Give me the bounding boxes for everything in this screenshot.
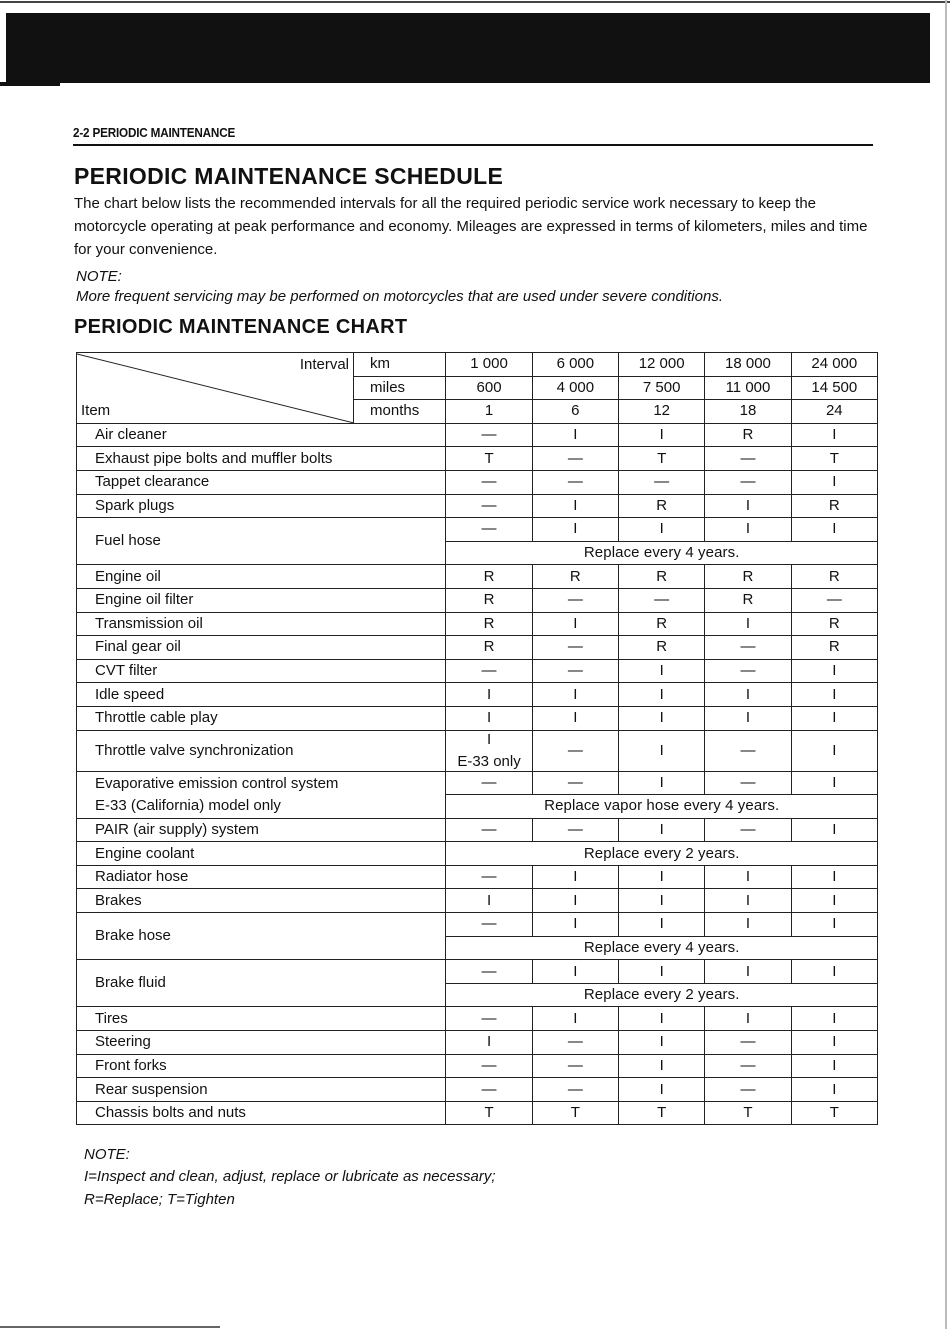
interval-mark: — bbox=[532, 636, 618, 660]
item-name: Tires bbox=[77, 1007, 446, 1031]
table-row bbox=[77, 889, 878, 913]
item-name: Throttle valve synchronization bbox=[77, 730, 446, 771]
interval-mark: I bbox=[619, 518, 705, 542]
interval-mark: R bbox=[705, 423, 791, 447]
item-name: Final gear oil bbox=[77, 636, 446, 660]
interval-mark: R bbox=[705, 588, 791, 612]
item-label: Item bbox=[81, 402, 111, 419]
table-row bbox=[77, 565, 878, 589]
interval-mark: I bbox=[532, 865, 618, 889]
item-name: PAIR (air supply) system bbox=[77, 818, 446, 842]
interval-mark: — bbox=[446, 1054, 532, 1078]
interval-mark: — bbox=[446, 470, 532, 494]
header-cell: 12 000 bbox=[619, 353, 705, 377]
interval-mark: I bbox=[791, 423, 877, 447]
interval-mark: I bbox=[619, 960, 705, 984]
interval-mark: — bbox=[705, 730, 791, 771]
table-row bbox=[77, 683, 878, 707]
interval-mark: — bbox=[791, 588, 877, 612]
interval-mark: — bbox=[532, 588, 618, 612]
interval-mark bbox=[446, 730, 532, 771]
replace-note: Replace every 2 years. bbox=[446, 983, 878, 1007]
interval-mark: T bbox=[446, 447, 532, 471]
interval-mark: I bbox=[619, 818, 705, 842]
interval-mark: — bbox=[705, 771, 791, 795]
chart-title: PERIODIC MAINTENANCE CHART bbox=[74, 316, 408, 338]
table-row bbox=[77, 494, 878, 518]
interval-mark: I bbox=[791, 518, 877, 542]
interval-mark: I bbox=[532, 913, 618, 937]
item-name: Rear suspension bbox=[77, 1078, 446, 1102]
interval-mark: R bbox=[791, 636, 877, 660]
item-name: Exhaust pipe bolts and muffler bolts bbox=[77, 447, 446, 471]
header-cell: 24 000 bbox=[791, 353, 877, 377]
replace-note: Replace every 4 years. bbox=[446, 541, 878, 565]
header-cell: 14 500 bbox=[791, 376, 877, 400]
running-head-rule bbox=[73, 144, 873, 146]
interval-mark: — bbox=[446, 1078, 532, 1102]
table-row bbox=[77, 818, 878, 842]
interval-mark: — bbox=[532, 1031, 618, 1055]
interval-mark: I bbox=[619, 423, 705, 447]
item-name: Steering bbox=[77, 1031, 446, 1055]
interval-mark: I bbox=[619, 771, 705, 795]
interval-mark: — bbox=[446, 423, 532, 447]
table-row bbox=[77, 588, 878, 612]
item-name: Tappet clearance bbox=[77, 470, 446, 494]
interval-mark: — bbox=[705, 636, 791, 660]
table-row bbox=[77, 730, 878, 771]
note-label: NOTE: bbox=[76, 268, 122, 285]
interval-mark: R bbox=[791, 565, 877, 589]
interval-mark: I bbox=[619, 730, 705, 771]
interval-mark: I bbox=[791, 730, 877, 771]
interval-mark: T bbox=[446, 1101, 532, 1125]
interval-mark: I bbox=[619, 706, 705, 730]
header-cell: 11 000 bbox=[705, 376, 791, 400]
interval-mark: I bbox=[619, 1078, 705, 1102]
header-cell: 12 bbox=[619, 400, 705, 424]
interval-mark: R bbox=[619, 636, 705, 660]
interval-mark: — bbox=[532, 470, 618, 494]
table-row bbox=[77, 960, 878, 984]
header-cell: 6 bbox=[532, 400, 618, 424]
interval-mark: I bbox=[705, 683, 791, 707]
interval-mark: I bbox=[791, 913, 877, 937]
interval-mark: I bbox=[791, 865, 877, 889]
interval-mark: I bbox=[532, 423, 618, 447]
interval-mark: — bbox=[446, 1007, 532, 1031]
table-row bbox=[77, 1007, 878, 1031]
table-row bbox=[77, 706, 878, 730]
table-row bbox=[77, 1031, 878, 1055]
interval-mark: I bbox=[619, 1031, 705, 1055]
interval-mark: I bbox=[532, 1007, 618, 1031]
interval-mark: I bbox=[705, 706, 791, 730]
interval-mark: — bbox=[446, 518, 532, 542]
interval-mark: T bbox=[619, 1101, 705, 1125]
interval-mark: I bbox=[705, 494, 791, 518]
interval-mark: — bbox=[705, 470, 791, 494]
interval-mark: I bbox=[705, 889, 791, 913]
header-bar bbox=[6, 13, 930, 83]
interval-mark: T bbox=[619, 447, 705, 471]
unit-miles: miles bbox=[354, 376, 446, 400]
interval-mark: — bbox=[446, 960, 532, 984]
interval-mark: I bbox=[705, 1007, 791, 1031]
interval-mark: — bbox=[446, 494, 532, 518]
interval-mark: I bbox=[532, 494, 618, 518]
interval-mark: — bbox=[446, 865, 532, 889]
interval-mark: I bbox=[791, 960, 877, 984]
interval-mark: — bbox=[705, 447, 791, 471]
intro-paragraph: The chart below lists the recommended intervals for all the required periodic service work necessary to keep the motorcycle operating at peak performance and economy. Mileages are expressed in terms of kilometers, miles and time for your convenience. bbox=[74, 195, 868, 258]
interval-mark: I bbox=[705, 960, 791, 984]
table-row bbox=[77, 1078, 878, 1102]
interval-mark-note: E-33 only bbox=[457, 752, 521, 770]
interval-mark: I bbox=[619, 913, 705, 937]
interval-mark: — bbox=[532, 818, 618, 842]
interval-mark: I bbox=[446, 683, 532, 707]
legend-note-line: R=Replace; T=Tighten bbox=[84, 1191, 235, 1208]
table-row bbox=[77, 865, 878, 889]
interval-mark: R bbox=[446, 565, 532, 589]
interval-mark: R bbox=[791, 494, 877, 518]
interval-mark: I bbox=[791, 1031, 877, 1055]
interval-mark: I bbox=[532, 612, 618, 636]
interval-mark-value: I bbox=[486, 730, 492, 748]
interval-mark: I bbox=[791, 1007, 877, 1031]
interval-mark: I bbox=[791, 683, 877, 707]
table-row bbox=[77, 659, 878, 683]
item-name bbox=[77, 771, 446, 818]
table-row bbox=[77, 913, 878, 937]
table-row bbox=[77, 447, 878, 471]
interval-mark: I bbox=[446, 706, 532, 730]
running-head: 2-2 PERIODIC MAINTENANCE bbox=[73, 125, 236, 140]
table-row bbox=[77, 1101, 878, 1125]
table-row bbox=[77, 612, 878, 636]
interval-mark: I bbox=[532, 706, 618, 730]
interval-mark: I bbox=[446, 889, 532, 913]
interval-mark: T bbox=[705, 1101, 791, 1125]
interval-mark: R bbox=[619, 565, 705, 589]
interval-mark: I bbox=[446, 1031, 532, 1055]
replace-note: Replace every 4 years. bbox=[446, 936, 878, 960]
interval-mark: T bbox=[791, 447, 877, 471]
header-cell: 7 500 bbox=[619, 376, 705, 400]
item-name: Idle speed bbox=[77, 683, 446, 707]
interval-mark: I bbox=[705, 865, 791, 889]
table-row bbox=[77, 842, 878, 866]
note-text: More frequent servicing may be performed on motorcycles that are used under severe conditions. bbox=[76, 288, 723, 305]
item-name: Transmission oil bbox=[77, 612, 446, 636]
scan-edge bbox=[945, 0, 947, 1329]
table-row bbox=[77, 636, 878, 660]
item-name: Front forks bbox=[77, 1054, 446, 1078]
interval-mark: R bbox=[446, 636, 532, 660]
interval-mark: T bbox=[791, 1101, 877, 1125]
interval-mark: R bbox=[446, 588, 532, 612]
interval-mark: R bbox=[791, 612, 877, 636]
interval-mark: — bbox=[619, 588, 705, 612]
item-name: Engine coolant bbox=[77, 842, 446, 866]
interval-mark: I bbox=[619, 1007, 705, 1031]
header-cell: 6 000 bbox=[532, 353, 618, 377]
maintenance-chart-body bbox=[77, 353, 878, 1125]
interval-mark: — bbox=[532, 730, 618, 771]
interval-mark: I bbox=[791, 659, 877, 683]
table-row bbox=[77, 1054, 878, 1078]
replace-note: Replace every 2 years. bbox=[446, 842, 878, 866]
interval-mark: I bbox=[791, 889, 877, 913]
interval-mark: I bbox=[532, 518, 618, 542]
legend-note-label: NOTE: bbox=[84, 1146, 130, 1163]
interval-mark: R bbox=[532, 565, 618, 589]
interval-mark: — bbox=[446, 818, 532, 842]
interval-mark: I bbox=[532, 889, 618, 913]
item-name: Brakes bbox=[77, 889, 446, 913]
interval-mark: — bbox=[705, 818, 791, 842]
item-name: Chassis bolts and nuts bbox=[77, 1101, 446, 1125]
table-row bbox=[77, 470, 878, 494]
interval-mark: I bbox=[705, 913, 791, 937]
header-cell: 18 000 bbox=[705, 353, 791, 377]
legend-note-line: I=Inspect and clean, adjust, replace or lubricate as necessary; bbox=[84, 1168, 496, 1185]
page-title: PERIODIC MAINTENANCE SCHEDULE bbox=[74, 163, 504, 189]
interval-mark: — bbox=[532, 447, 618, 471]
interval-mark: I bbox=[791, 470, 877, 494]
interval-mark: T bbox=[532, 1101, 618, 1125]
item-name: Fuel hose bbox=[77, 518, 446, 565]
table-row bbox=[77, 518, 878, 542]
item-name: Radiator hose bbox=[77, 865, 446, 889]
interval-mark: R bbox=[446, 612, 532, 636]
interval-mark: I bbox=[791, 706, 877, 730]
interval-mark: — bbox=[532, 771, 618, 795]
interval-mark: I bbox=[791, 1078, 877, 1102]
interval-mark: I bbox=[619, 659, 705, 683]
bottom-rule bbox=[0, 1326, 220, 1328]
item-name: Air cleaner bbox=[77, 423, 446, 447]
interval-mark: — bbox=[446, 913, 532, 937]
header-cell: 24 bbox=[791, 400, 877, 424]
interval-mark: — bbox=[705, 1078, 791, 1102]
header-cell: 600 bbox=[446, 376, 532, 400]
item-name: Brake fluid bbox=[77, 960, 446, 1007]
unit-km: km bbox=[354, 353, 446, 377]
interval-mark: I bbox=[619, 1054, 705, 1078]
interval-mark: — bbox=[532, 1078, 618, 1102]
item-name: Engine oil bbox=[77, 565, 446, 589]
interval-mark: — bbox=[532, 1054, 618, 1078]
header-cell: 4 000 bbox=[532, 376, 618, 400]
table-row bbox=[77, 423, 878, 447]
interval-mark: I bbox=[791, 771, 877, 795]
header-cell: 1 000 bbox=[446, 353, 532, 377]
interval-mark: R bbox=[619, 612, 705, 636]
interval-mark: — bbox=[705, 659, 791, 683]
interval-mark: I bbox=[619, 865, 705, 889]
interval-mark: — bbox=[705, 1054, 791, 1078]
interval-item-header bbox=[77, 353, 354, 424]
interval-mark: I bbox=[791, 1054, 877, 1078]
top-rule bbox=[0, 1, 950, 3]
item-name: Spark plugs bbox=[77, 494, 446, 518]
interval-mark: I bbox=[619, 889, 705, 913]
interval-mark: I bbox=[705, 518, 791, 542]
item-name: Brake hose bbox=[77, 913, 446, 960]
item-name-line: E-33 (California) model only bbox=[95, 796, 281, 814]
header-cell: 1 bbox=[446, 400, 532, 424]
interval-mark: I bbox=[532, 683, 618, 707]
header-bar-tail bbox=[0, 82, 60, 86]
interval-mark: I bbox=[705, 612, 791, 636]
replace-note: Replace vapor hose every 4 years. bbox=[446, 795, 878, 819]
interval-mark: I bbox=[791, 818, 877, 842]
interval-mark: — bbox=[446, 659, 532, 683]
unit-months: months bbox=[354, 400, 446, 424]
maintenance-chart-table bbox=[76, 352, 878, 1125]
header-cell: 18 bbox=[705, 400, 791, 424]
interval-mark: R bbox=[705, 565, 791, 589]
item-name: CVT filter bbox=[77, 659, 446, 683]
interval-mark: R bbox=[619, 494, 705, 518]
item-name-line: Evaporative emission control system bbox=[95, 774, 339, 792]
table-row bbox=[77, 771, 878, 795]
interval-mark: — bbox=[532, 659, 618, 683]
interval-mark: I bbox=[619, 683, 705, 707]
interval-mark: I bbox=[532, 960, 618, 984]
interval-mark: — bbox=[705, 1031, 791, 1055]
item-name: Engine oil filter bbox=[77, 588, 446, 612]
item-name: Throttle cable play bbox=[77, 706, 446, 730]
interval-mark: — bbox=[619, 470, 705, 494]
header-row-km bbox=[77, 353, 878, 377]
interval-label: Interval bbox=[299, 356, 350, 373]
interval-mark: — bbox=[446, 771, 532, 795]
